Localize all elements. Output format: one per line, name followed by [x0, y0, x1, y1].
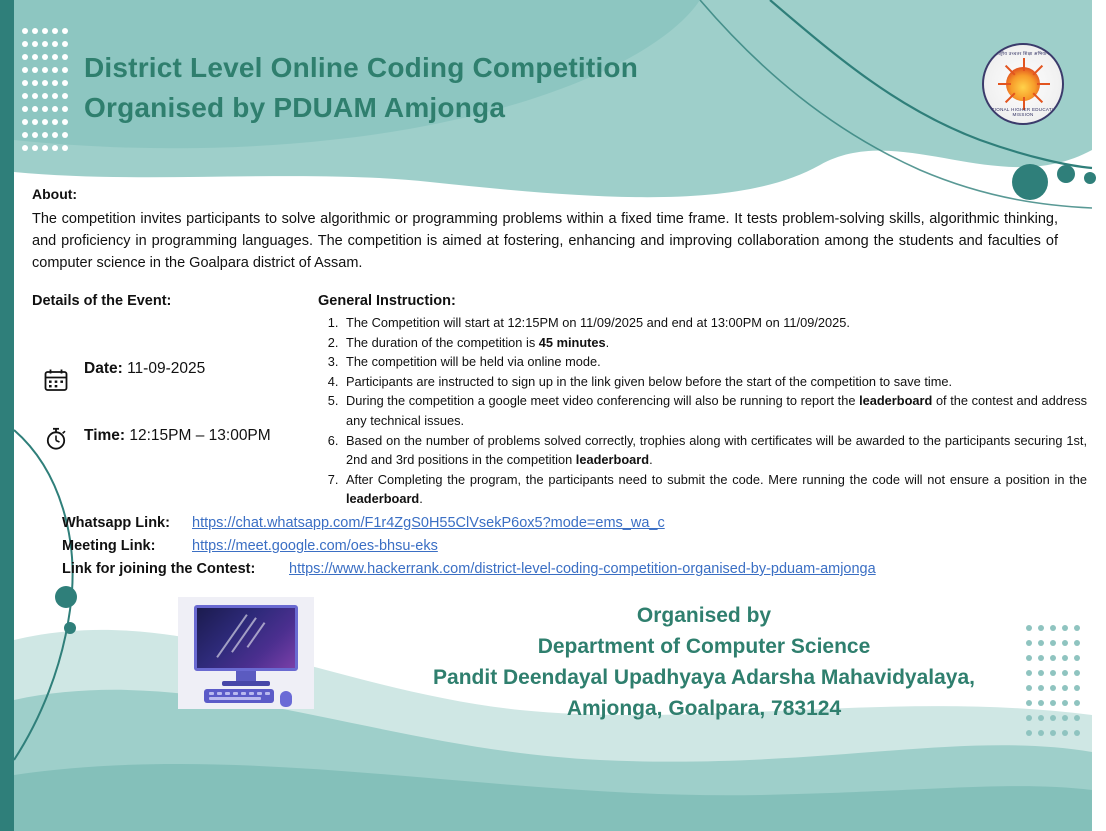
left-accent-bar — [0, 0, 14, 831]
list-item: 5. During the competition a google meet video conferencing will also be running to report the leaderboard of the contest and address any technical issues. — [342, 391, 1087, 430]
logo-top-text: राष्ट्रीय उच्चतर शिक्षा अभियान — [996, 51, 1050, 56]
poster-title — [84, 48, 784, 128]
monitor-screen-icon — [194, 605, 298, 671]
monitor-base — [222, 681, 270, 686]
about-body: The competition invites participants to solve algorithmic or programming problems within a fixed time frame. It tests problem-solving skills, algorithmic thinking, and proficiency in programming languages. The competition is aimed at fostering, enhancing and improving collaboration among the students and faculties of computer science in the Goalpara district of Assam. — [32, 211, 1058, 271]
list-item: 7. After Completing the program, the participants need to submit the code. Mere running the code will not ensure a position in the leaderboard. — [342, 470, 1087, 509]
meeting-link-row — [62, 535, 1062, 558]
organised-by-block — [330, 600, 1078, 724]
keyboard-icon — [204, 689, 274, 703]
poster-title-line1: District Level Online Coding Competition — [84, 52, 639, 83]
list-item: 3. The competition will be held via online mode. — [342, 352, 1087, 372]
monitor-stand — [236, 671, 256, 681]
event-date — [84, 360, 205, 378]
list-item: 6. Based on the number of problems solved correctly, trophies along with certificates will be awarded to the participants securing 1st, 2nd and 3rd positions in the competition leaderboard. — [342, 431, 1087, 470]
poster-title-line2: Organised by PDUAM Amjonga — [84, 92, 506, 123]
logo-bottom-text: NATIONAL HIGHER EDUCATION MISSION — [985, 107, 1061, 117]
contest-link-row — [62, 558, 1062, 581]
time-label: Time: — [84, 427, 126, 444]
date-label: Date: — [84, 360, 123, 377]
list-item: 2. The duration of the competition is 45 minutes. — [342, 333, 1087, 353]
organised-by-line3: Pandit Deendayal Upadhyaya Adarsha Mahavidyalaya, — [433, 666, 975, 689]
whatsapp-link-row — [62, 512, 1062, 535]
event-time — [84, 427, 271, 445]
contest-link-label: Link for joining the Contest: — [62, 561, 256, 577]
meeting-link-label: Meeting Link: — [62, 538, 156, 554]
organised-by-line4: Amjonga, Goalpara, 783124 — [566, 697, 842, 720]
rusa-logo-icon — [982, 43, 1064, 125]
time-value: 12:15PM – 13:00PM — [129, 427, 271, 444]
instructions-heading: General Instruction: — [318, 293, 456, 309]
links-section — [62, 512, 1062, 581]
organised-by-line2: Department of Computer Science — [537, 635, 871, 658]
whatsapp-link-label: Whatsapp Link: — [62, 515, 170, 531]
contest-link[interactable]: https://www.hackerrank.com/district-level-coding-competition-organised-by-pduam-amjonga — [289, 561, 876, 577]
top-left-dot-grid — [22, 28, 72, 156]
whatsapp-link[interactable]: https://chat.whatsapp.com/F1r4ZgS0H55ClVsekP6ox5?mode=ems_wa_c — [192, 515, 665, 531]
details-heading: Details of the Event: — [32, 293, 172, 309]
list-item: 1. The Competition will start at 12:15PM on 11/09/2025 and end at 13:00PM on 11/09/2025. — [342, 313, 1087, 333]
organised-by-line1: Organised by — [636, 604, 772, 627]
list-item: 4. Participants are instructed to sign up in the link given below before the start of the competition to save time. — [342, 372, 1087, 392]
desktop-computer-illustration — [178, 597, 314, 709]
meeting-link[interactable]: https://meet.google.com/oes-bhsu-eks — [192, 538, 438, 554]
instructions-list — [318, 313, 1087, 509]
about-heading: About: — [32, 186, 78, 202]
calendar-icon — [44, 368, 68, 392]
date-value: 11-09-2025 — [127, 360, 206, 377]
mouse-icon — [280, 691, 292, 707]
stopwatch-icon — [44, 427, 68, 451]
